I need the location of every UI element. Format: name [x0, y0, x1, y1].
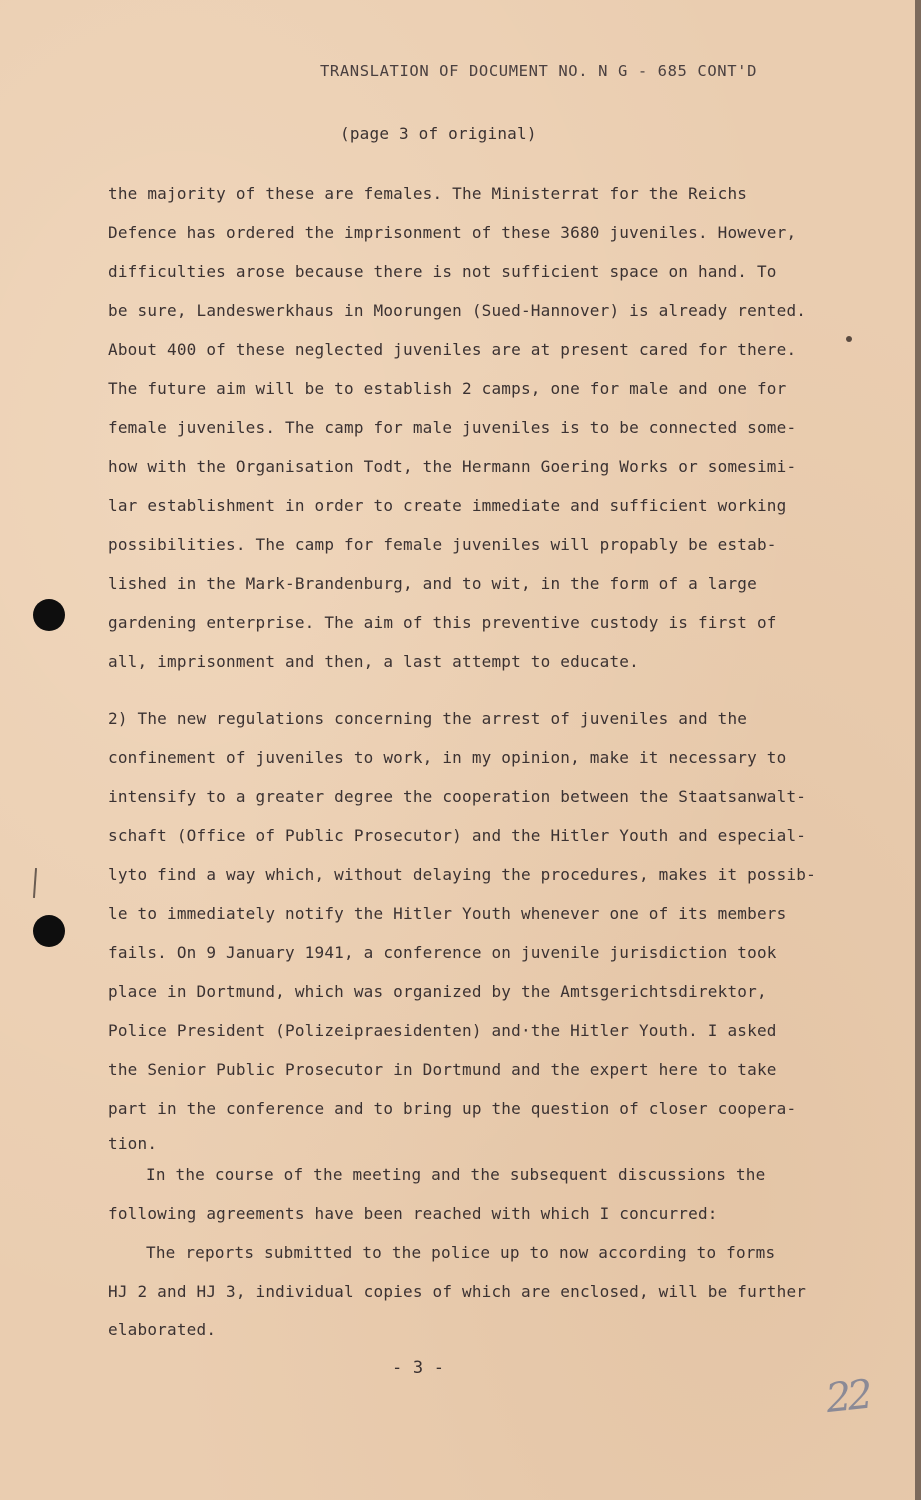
text-line: female juveniles. The camp for male juveniles is to be connected some-: [108, 418, 797, 437]
page-edge: [915, 0, 921, 1500]
text-line: the Senior Public Prosecutor in Dortmund and the expert here to take: [108, 1060, 777, 1079]
text-line: how with the Organisation Todt, the Hermann Goering Works or somesimi-: [108, 457, 797, 476]
text-line: possibilities. The camp for female juveniles will propably be estab-: [108, 535, 777, 554]
text-line: lar establishment in order to create immediate and sufficient working: [108, 496, 787, 515]
text-line: tion.: [108, 1134, 158, 1153]
punch-hole: [33, 915, 65, 947]
text-line: part in the conference and to bring up the question of closer coopera-: [108, 1099, 797, 1118]
page-number: - 3 -: [392, 1358, 445, 1378]
text-line: The future aim will be to establish 2 camps, one for male and one for: [108, 379, 787, 398]
text-line: fails. On 9 January 1941, a conference on juvenile jurisdiction took: [108, 943, 777, 962]
text-line: 2) The new regulations concerning the arrest of juveniles and the: [108, 709, 748, 728]
text-line: following agreements have been reached with which I concurred:: [108, 1204, 718, 1223]
text-line: all, imprisonment and then, a last attempt to educate.: [108, 652, 639, 671]
text-line: HJ 2 and HJ 3, individual copies of which are enclosed, will be further: [108, 1282, 807, 1301]
text-line: The reports submitted to the police up to now according to forms: [146, 1243, 776, 1262]
margin-mark: [33, 868, 37, 898]
ink-speck: [846, 336, 852, 342]
text-line: le to immediately notify the Hitler Youth whenever one of its members: [108, 904, 787, 923]
text-line: confinement of juveniles to work, in my opinion, make it necessary to: [108, 748, 787, 767]
text-line: schaft (Office of Public Prosecutor) and the Hitler Youth and especial-: [108, 826, 807, 845]
text-line: place in Dortmund, which was organized by the Amtsgerichtsdirektor,: [108, 982, 767, 1001]
text-line: Defence has ordered the imprisonment of these 3680 juveniles. However,: [108, 223, 797, 242]
page-reference: (page 3 of original): [340, 124, 537, 143]
text-line: In the course of the meeting and the subsequent discussions the: [146, 1165, 766, 1184]
text-line: gardening enterprise. The aim of this preventive custody is first of: [108, 613, 777, 632]
text-line: lyto find a way which, without delaying the procedures, makes it possib-: [108, 865, 816, 884]
text-line: the majority of these are females. The Ministerrat for the Reichs: [108, 184, 748, 203]
text-line: intensify to a greater degree the cooperation between the Staatsanwalt-: [108, 787, 807, 806]
handwritten-folio-number: 22: [823, 1371, 872, 1423]
text-line: About 400 of these neglected juveniles are at present cared for there.: [108, 340, 797, 359]
text-line: difficulties arose because there is not sufficient space on hand. To: [108, 262, 777, 281]
text-line: elaborated.: [108, 1320, 217, 1339]
text-line: Police President (Polizeipraesidenten) and·the Hitler Youth. I asked: [108, 1021, 777, 1040]
punch-hole: [33, 599, 65, 631]
text-line: be sure, Landeswerkhaus in Moorungen (Sued-Hannover) is already rented.: [108, 301, 807, 320]
document-header: TRANSLATION OF DOCUMENT NO. N G - 685 CONT'D: [320, 62, 757, 80]
text-line: lished in the Mark-Brandenburg, and to wit, in the form of a large: [108, 574, 757, 593]
